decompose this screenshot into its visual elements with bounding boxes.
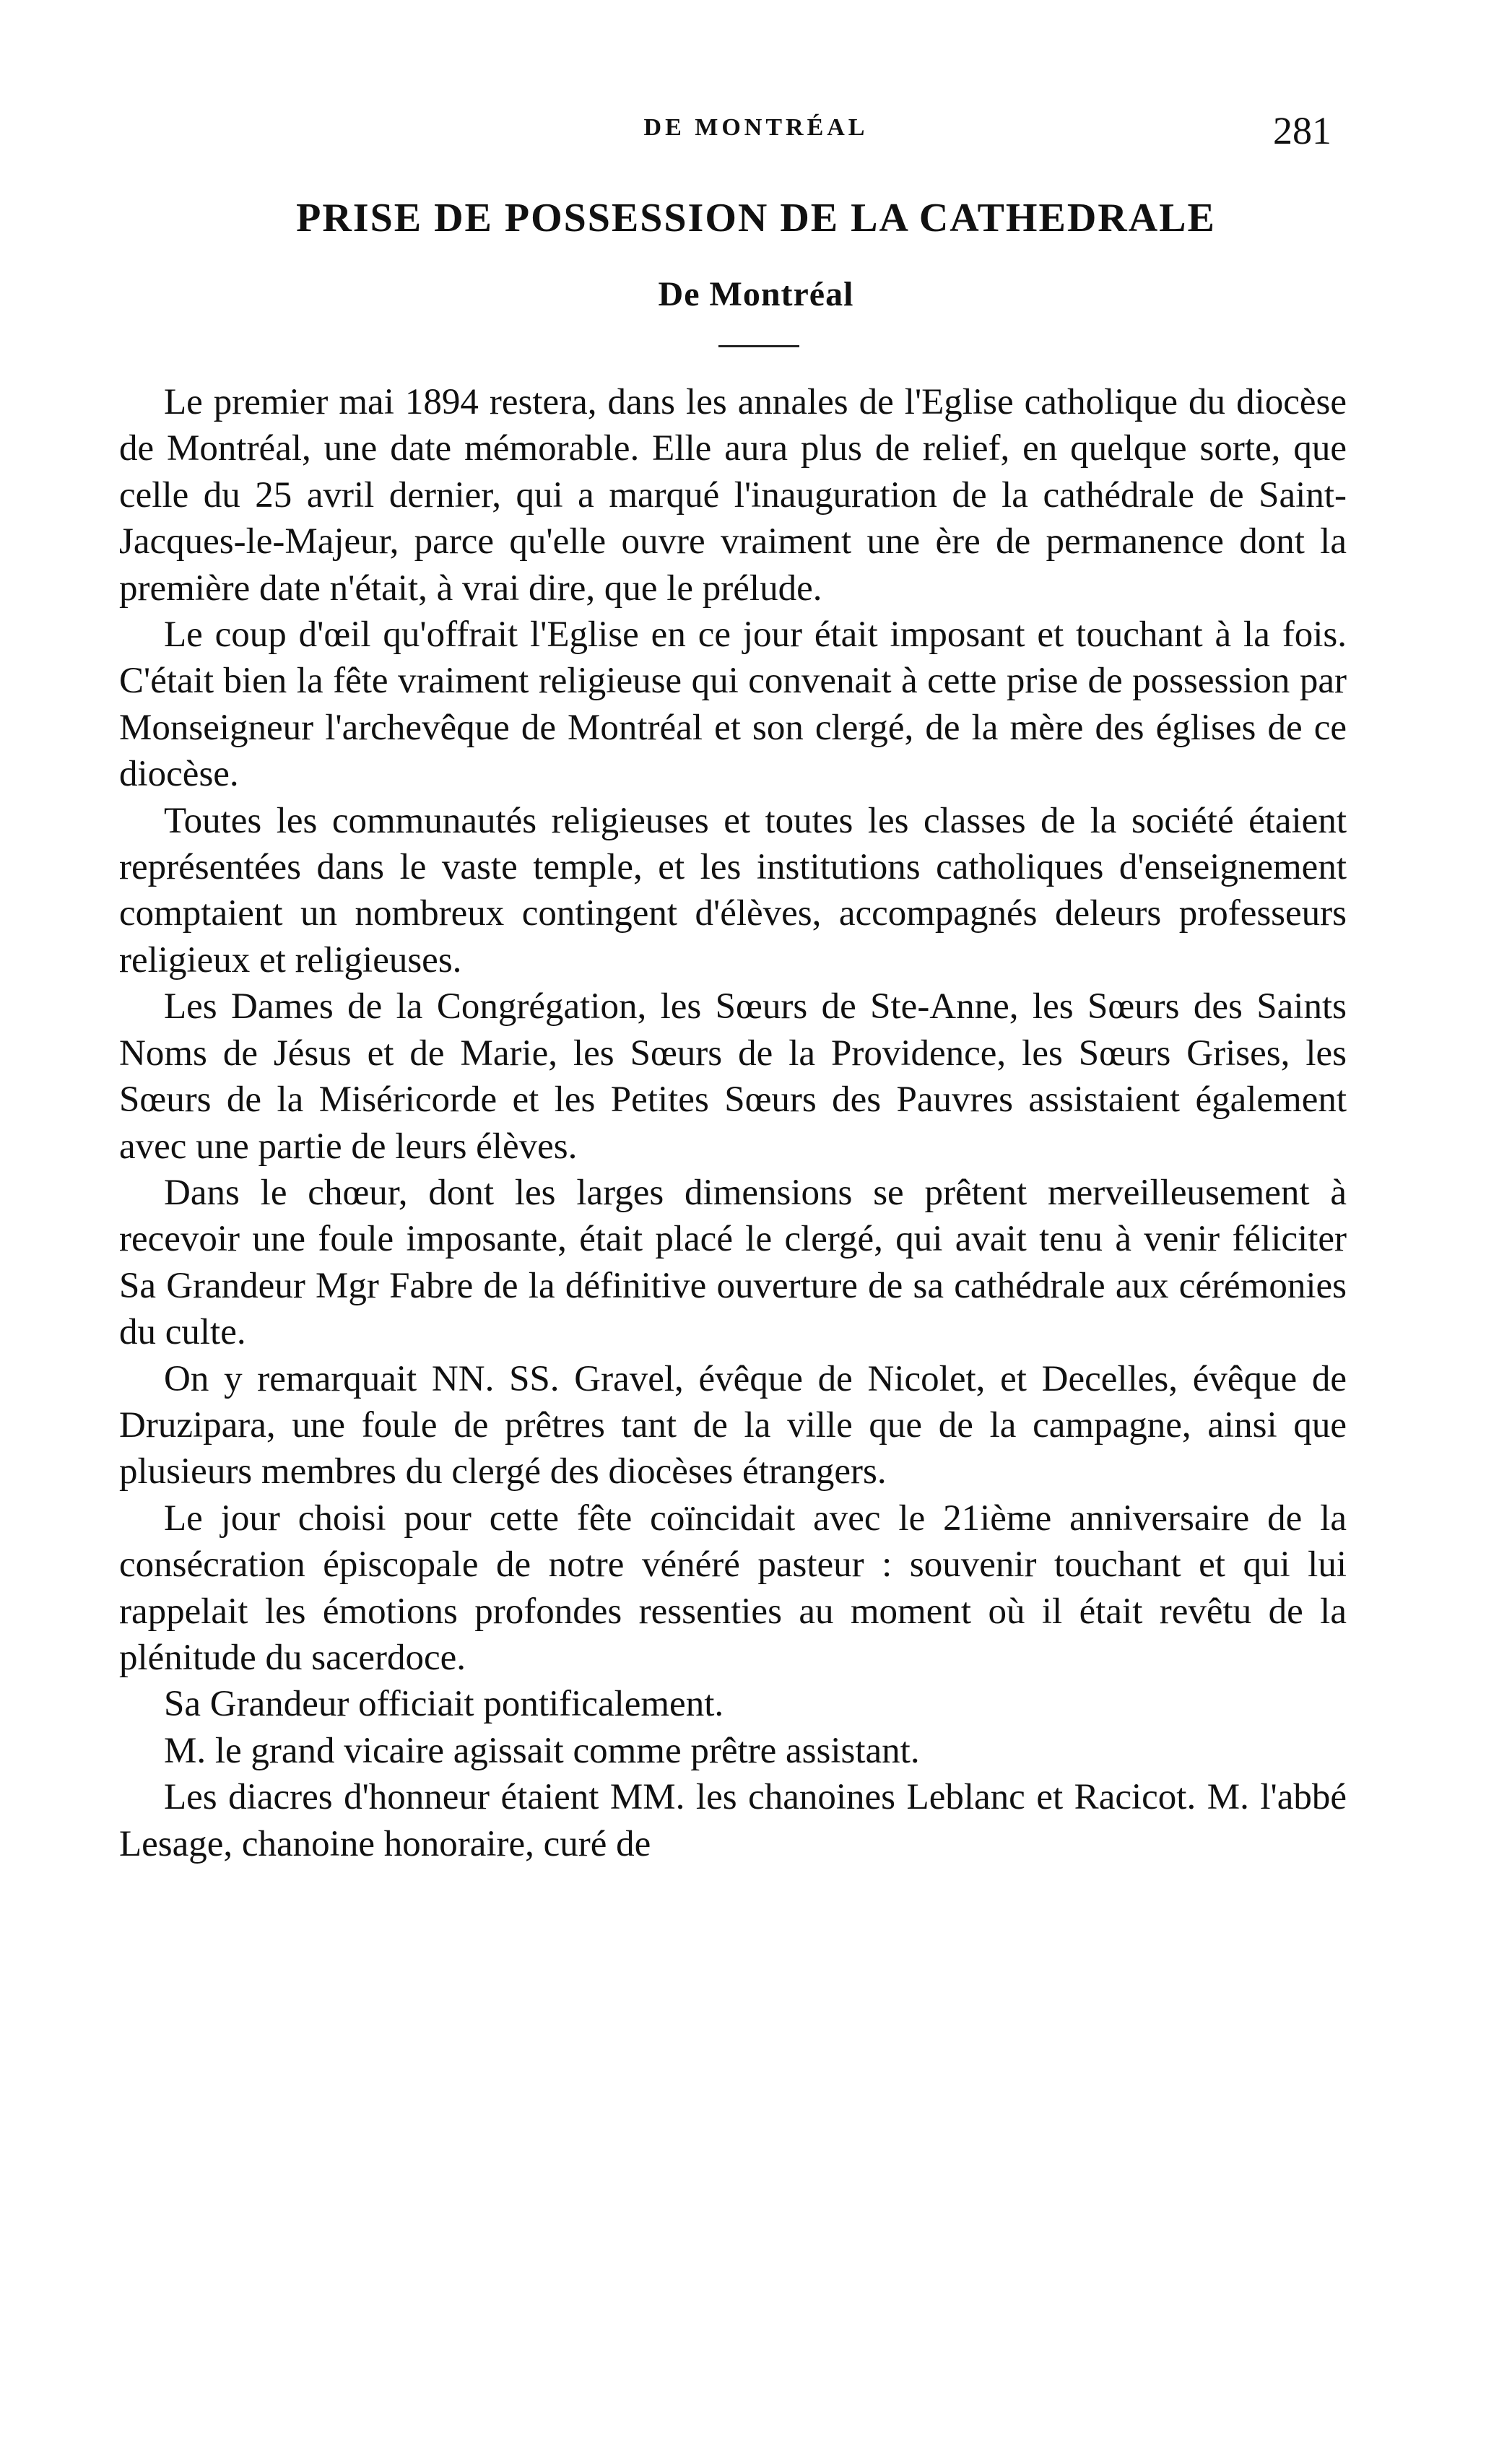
paragraph: Dans le chœur, dont les larges dimensions se prêtent merveilleusement à recevoir une foule imposante, était placé le clergé, qui avait tenu à venir féliciter Sa Grandeur Mgr Fabre de la définitive ouverture de sa cathédrale aux cérémonies du culte. bbox=[119, 1172, 1347, 1353]
paragraph: Toutes les communautés religieuses et toutes les classes de la société étaient représentées dans le vaste temple, et les institutions catholiques d'enseignement comptaient un nombreux contingent d'élèves, accompagnés deleurs professeurs religieux et religieuses. bbox=[119, 800, 1347, 981]
paragraph: Le coup d'œil qu'offrait l'Eglise en ce jour était imposant et touchant à la fois. C'était bien la fête vraiment religieuse qui convenait à cette prise de possession par Monseigneur l'archevêque de Montréal et son clergé, de la mère des églises de ce diocèse. bbox=[119, 614, 1347, 795]
paragraph: Le jour choisi pour cette fête coïncidait avec le 21ième anniversaire de la consécration épiscopale de notre vénéré pasteur : souvenir touchant et qui lui rappelait les émotions profondes ressenties au moment où il était revêtu de la plénitude du sacerdoce. bbox=[119, 1498, 1347, 1678]
paragraph: Les Dames de la Congrégation, les Sœurs de Ste-Anne, les Sœurs des Saints Noms de Jésus et de Marie, les Sœurs de la Providence, les Sœurs Grises, les Sœurs de la Miséricorde et les Petites Sœurs des Pauvres assistaient également avec une partie de leurs élèves. bbox=[119, 986, 1347, 1167]
paragraph: M. le grand vicaire agissait comme prêtre assistant. bbox=[164, 1730, 920, 1771]
paragraph: Les diacres d'honneur étaient MM. les chanoines Leblanc et Racicot. M. l'abbé Lesage, chanoine honoraire, curé de bbox=[119, 1777, 1347, 1864]
article-title: PRISE DE POSSESSION DE LA CATHEDRALE bbox=[296, 196, 1216, 240]
paragraph: On y remarquait NN. SS. Gravel, évêque de Nicolet, et Decelles, évêque de Druzipara, une foule de prêtres tant de la ville que de la campagne, ainsi que plusieurs membres du clergé des diocèses étrangers. bbox=[119, 1358, 1347, 1492]
article-subtitle: De Montréal bbox=[658, 275, 854, 313]
running-title: DE MONTRÉAL bbox=[643, 114, 869, 141]
title-divider bbox=[718, 345, 799, 347]
paragraph: Le premier mai 1894 restera, dans les annales de l'Eglise catholique du diocèse de Montréal, une date mémorable. Elle aura plus de relief, en quelque sorte, que celle du 25 avril dernier, qui a marqué l'inauguration de la cathédrale de Saint-Jacques-le-Majeur, parce qu'elle ouvre vraiment une ère de permanence dont la première date n'était, à vrai dire, que le prélude. bbox=[119, 382, 1347, 609]
paragraph: Sa Grandeur officiait pontificalement. bbox=[164, 1684, 724, 1725]
running-head bbox=[0, 108, 1512, 159]
page-number: 281 bbox=[1273, 109, 1331, 152]
article-body bbox=[119, 379, 1347, 1867]
